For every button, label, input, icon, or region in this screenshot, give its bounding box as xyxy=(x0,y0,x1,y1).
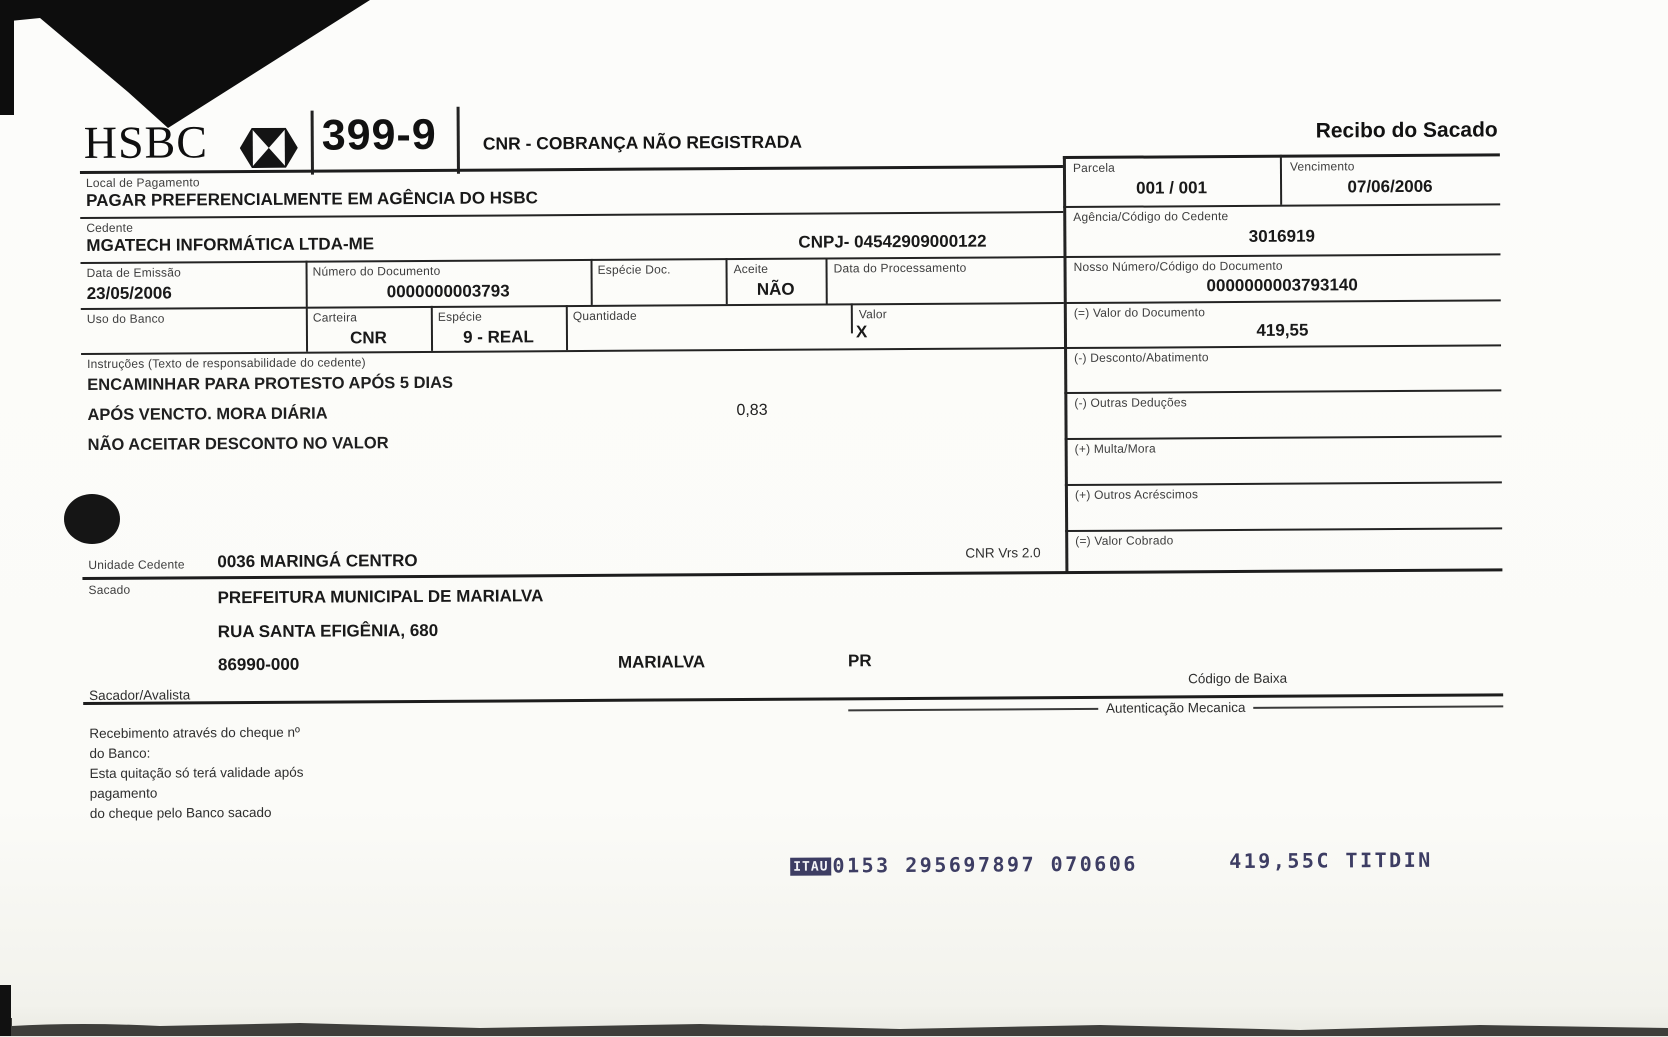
scan-corner-artifact xyxy=(0,0,400,140)
row-line xyxy=(81,347,1064,355)
scan-bottom-edge-artifact xyxy=(0,980,1668,1036)
nosso-numero-label: Nosso Número/Código do Documento xyxy=(1073,258,1283,274)
numero-documento-value: 0000000003793 xyxy=(386,281,510,302)
data-processamento-label: Data do Processamento xyxy=(833,260,967,276)
unidade-cedente-value: 0036 MARINGÁ CENTRO xyxy=(217,551,418,572)
cedente-value: MGATECH INFORMÁTICA LTDA-ME xyxy=(86,234,375,256)
row-line xyxy=(1063,203,1500,208)
header-divider-right xyxy=(457,107,460,174)
valor-cobrado-label: (=) Valor Cobrado xyxy=(1075,533,1174,548)
mora-diaria-value: 0,83 xyxy=(736,401,768,420)
sacado-name: PREFEITURA MUNICIPAL DE MARIALVA xyxy=(217,586,544,608)
multa-mora-value xyxy=(1065,455,1502,458)
sacado-cep: 86990-000 xyxy=(217,654,300,675)
agencia-codigo-label: Agência/Código do Cedente xyxy=(1073,209,1229,224)
outros-acrescimos-label: (+) Outros Acréscimos xyxy=(1074,487,1199,502)
sacador-avalista-label: Sacador/Avalista xyxy=(89,687,191,704)
cheque-note-line2: do Banco: xyxy=(89,745,151,762)
carteira-label: Carteira xyxy=(312,310,358,325)
cheque-note-line3: Esta quitação só terá validade após xyxy=(89,764,304,782)
instrucoes-line2: APÓS VENCTO. MORA DIÁRIA xyxy=(87,404,328,425)
cell-divider xyxy=(851,303,853,333)
machine-print-left xyxy=(790,852,1138,878)
parcela-label: Parcela xyxy=(1072,160,1116,175)
cell-divider xyxy=(590,259,592,305)
machine-print-numbers: 0153 295697897 070606 xyxy=(832,851,1138,878)
bank-stamp-box: ITAU xyxy=(790,857,831,875)
aceite-value: NÃO xyxy=(756,279,795,299)
document-type-title: CNR - COBRANÇA NÃO REGISTRADA xyxy=(482,131,803,154)
hsbc-logo-text: HSBC xyxy=(83,116,209,169)
outras-deducoes-value xyxy=(1064,409,1501,412)
valor-cobrado-value xyxy=(1065,547,1502,550)
local-pagamento-label: Local de Pagamento xyxy=(85,175,200,191)
data-emissao-label: Data de Emissão xyxy=(86,265,181,281)
row-line xyxy=(1063,253,1500,258)
cedente-cnpj: CNPJ- 04542909000122 xyxy=(798,231,987,252)
autenticacao-dash-left xyxy=(848,707,1098,711)
header-underline xyxy=(80,165,1063,174)
especie-label: Espécie xyxy=(437,309,482,324)
row-line xyxy=(1065,481,1502,486)
aceite-label: Aceite xyxy=(733,261,769,277)
sacado-address: RUA SANTA EFIGÊNIA, 680 xyxy=(217,620,439,642)
row-line xyxy=(1065,527,1502,532)
punched-hole-artifact xyxy=(64,494,120,544)
row-line xyxy=(1065,435,1502,440)
machine-print-right: 419,55C TITDIN xyxy=(1229,847,1433,874)
agencia-codigo-value: 3016919 xyxy=(1248,226,1316,246)
quantidade-label: Quantidade xyxy=(572,308,637,324)
data-emissao-value: 23/05/2006 xyxy=(86,283,172,304)
outros-acrescimos-value xyxy=(1065,501,1502,504)
autenticacao-label: Autenticação Mecanica xyxy=(1105,699,1246,716)
numero-documento-label: Número do Documento xyxy=(312,263,441,279)
local-pagamento-value: PAGAR PREFERENCIALMENTE EM AGÊNCIA DO HSBC xyxy=(86,188,538,211)
unidade-cedente-label: Unidade Cedente xyxy=(88,557,185,573)
column-divider-line xyxy=(1063,156,1069,572)
especie-doc-label: Espécie Doc. xyxy=(597,262,671,277)
row-line xyxy=(1064,299,1501,304)
valor-documento-label: (=) Valor do Documento xyxy=(1073,305,1206,320)
nosso-numero-value: 0000000003793140 xyxy=(1206,275,1358,296)
sacado-state: PR xyxy=(847,651,872,671)
valor-value: X xyxy=(855,322,868,342)
parcela-value: 001 / 001 xyxy=(1136,178,1208,198)
cheque-note-line1: Recebimento através do cheque nº xyxy=(89,724,300,742)
cheque-note-line5: do cheque pelo Banco sacado xyxy=(89,804,272,822)
codigo-baixa-label: Código de Baixa xyxy=(1188,670,1288,687)
instrucoes-label: Instruções (Texto de responsabilidade do cedente) xyxy=(87,355,366,372)
especie-value: 9 - REAL xyxy=(462,327,534,347)
desconto-value xyxy=(1064,364,1501,367)
row-line xyxy=(1064,344,1501,349)
cell-divider xyxy=(566,305,568,350)
instrucoes-line3: NÃO ACEITAR DESCONTO NO VALOR xyxy=(87,434,389,455)
sacado-city: MARIALVA xyxy=(617,652,706,672)
sacado-label: Sacado xyxy=(88,582,131,598)
cheque-note-line4: pagamento xyxy=(89,785,158,802)
cnr-version: CNR Vrs 2.0 xyxy=(965,545,1041,561)
autenticacao-row xyxy=(848,698,1503,717)
cell-divider xyxy=(825,257,827,303)
desconto-label: (-) Desconto/Abatimento xyxy=(1074,350,1209,365)
autenticacao-dash-right xyxy=(1254,705,1504,709)
especie-doc-value xyxy=(591,280,726,281)
multa-mora-label: (+) Multa/Mora xyxy=(1074,441,1156,456)
carteira-value: CNR xyxy=(349,328,387,348)
valor-label: Valor xyxy=(858,307,888,322)
uso-banco-label: Uso do Banco xyxy=(86,311,165,327)
bank-code: 399-9 xyxy=(321,110,437,160)
vencimento-label: Vencimento xyxy=(1289,159,1355,174)
instrucoes-line1: ENCAMINHAR PARA PROTESTO APÓS 5 DIAS xyxy=(87,373,454,395)
vencimento-value: 07/06/2006 xyxy=(1347,176,1433,197)
row-line xyxy=(1064,389,1501,394)
row-line xyxy=(80,211,1063,219)
outras-deducoes-label: (-) Outras Deduções xyxy=(1074,395,1187,410)
valor-documento-value: 419,55 xyxy=(1256,320,1309,340)
receipt-title: Recibo do Sacado xyxy=(1315,118,1498,143)
cedente-label: Cedente xyxy=(86,220,134,236)
